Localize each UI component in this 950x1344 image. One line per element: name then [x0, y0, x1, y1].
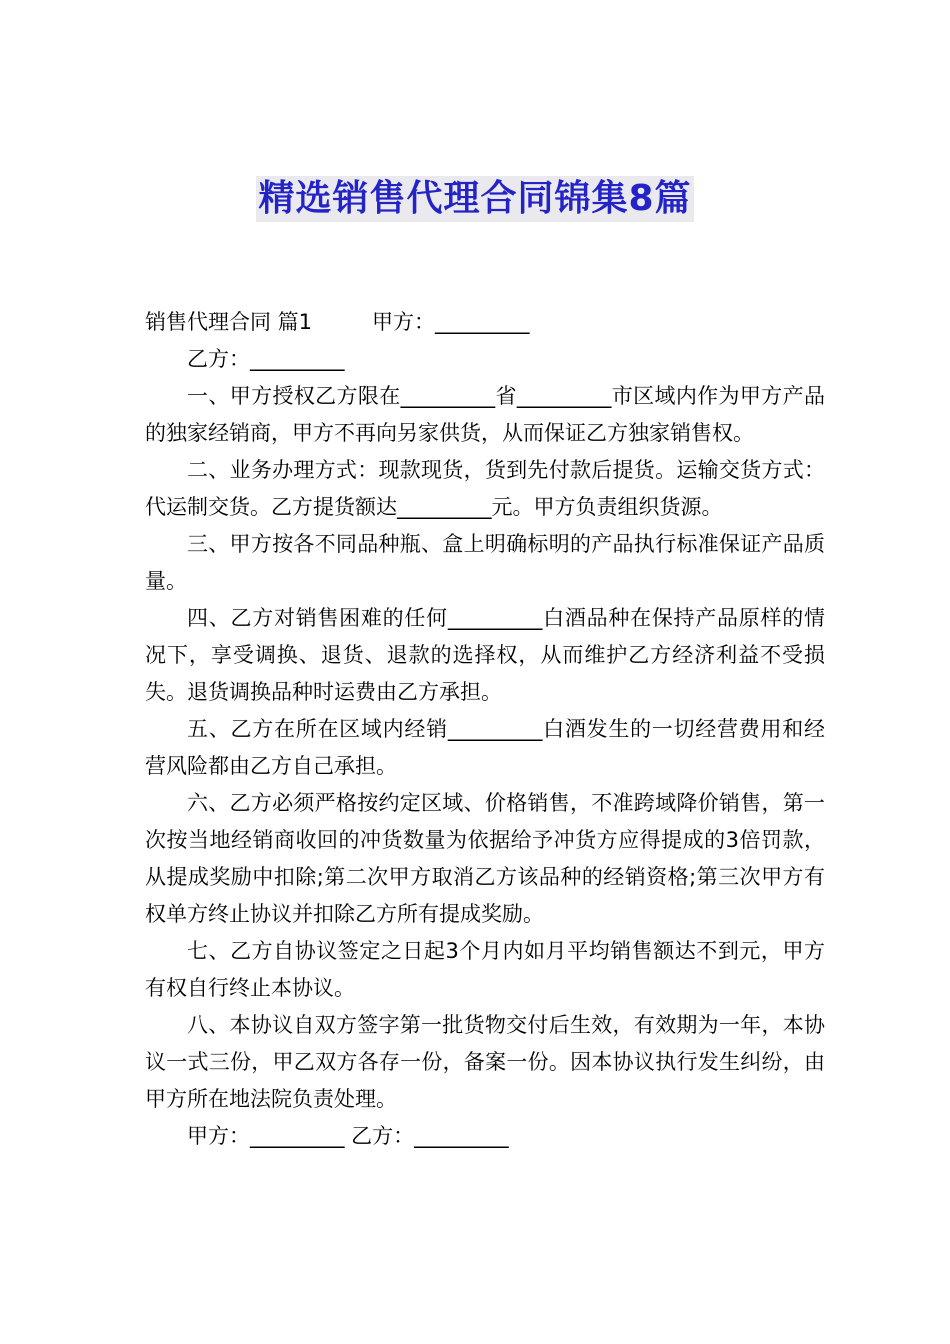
clause-3: 三、甲方按各不同品种瓶、盒上明确标明的产品执行标准保证产品质量。	[145, 532, 825, 593]
clause-8: 八、本协议自双方签字第一批货物交付后生效，有效期为一年，本协议一式三份，甲乙双方各存一份，备案一份。因本协议执行发生纠纷，由甲方所在地法院负责处理。	[145, 1013, 825, 1111]
clause-1: 一、甲方授权乙方限在_________省_________市区域内作为甲方产品的独家经销商，甲方不再向另家供货，从而保证乙方独家销售权。	[145, 384, 825, 445]
title-container	[0, 176, 950, 222]
clause-2: 二、业务办理方式：现款现货，货到先付款后提货。运输交货方式：代运制交货。乙方提货额达_________元。甲方负责组织货源。	[145, 458, 825, 519]
clause-4: 四、乙方对销售困难的任何_________白酒品种在保持产品原样的情况下，享受调换、退货、退款的选择权，从而维护乙方经济利益不受损失。退货调换品种时运费由乙方承担。	[145, 606, 825, 704]
party-a-line: 甲方：_________	[372, 310, 530, 334]
header-line	[145, 304, 825, 341]
document-title: 精选销售代理合同锦集8篇	[256, 176, 693, 222]
clause-5: 五、乙方在所在区域内经销_________白酒发生的一切经营费用和经营风险都由乙方自己承担。	[145, 717, 825, 778]
document-body	[145, 304, 825, 1155]
clause-7: 七、乙方自协议签定之日起3个月内如月平均销售额达不到元，甲方有权自行终止本协议。	[145, 939, 825, 1000]
section-heading: 销售代理合同 篇1	[145, 310, 313, 334]
signature-line: 甲方：_________ 乙方：_________	[187, 1124, 509, 1148]
party-b-line: 乙方：_________	[187, 347, 345, 371]
clause-6: 六、乙方必须严格按约定区域、价格销售，不准跨域降价销售，第一次按当地经销商收回的冲货数量为依据给予冲货方应得提成的3倍罚款，从提成奖励中扣除;第二次甲方取消乙方该品种的经销资格;第三次甲方有权单方终止协议并扣除乙方所有提成奖励。	[145, 791, 825, 926]
